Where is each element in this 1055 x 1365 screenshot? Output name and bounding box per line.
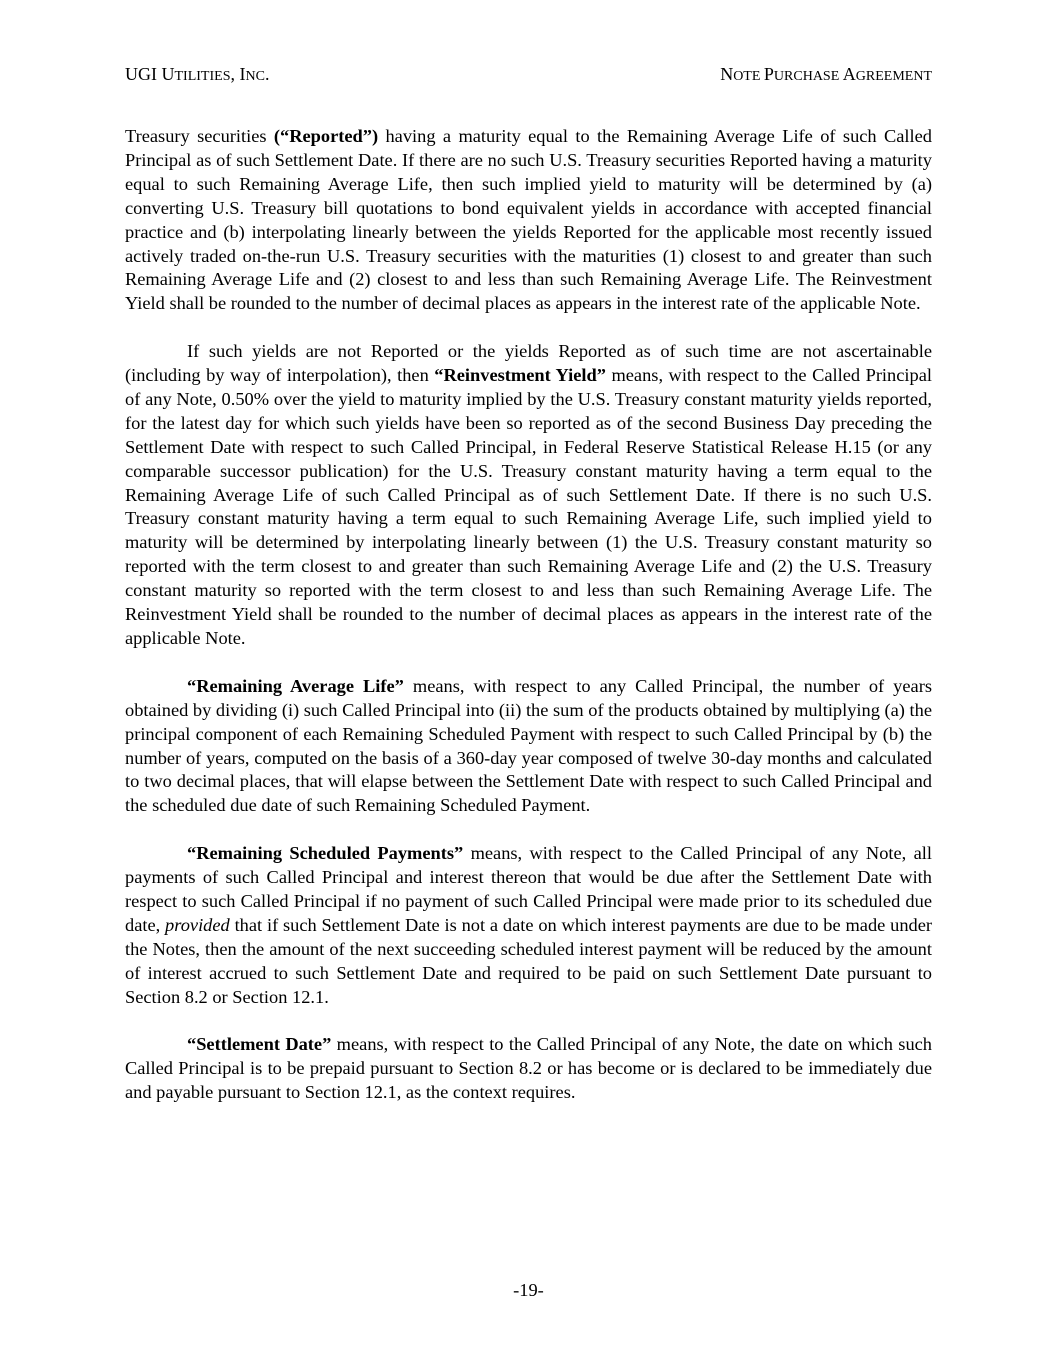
paragraph-treasury-securities — [125, 125, 932, 316]
paragraph-remaining-scheduled-payments — [125, 842, 932, 1009]
header-right-smallcaps-2: URCHASE — [773, 69, 843, 84]
header-left-main: UGI U — [125, 64, 175, 84]
defined-term-reported: (“Reported”) — [273, 126, 379, 146]
paragraph-text: means, with respect to the Called Principal of any Note, all payments of such Called Principal and interest thereon that would be due after the Settlement Date with respect to such Called Principal if no payment of such Called Principal were made prior to its scheduled due date, — [125, 843, 932, 935]
paragraph-text: having a maturity equal to the Remaining Average Life of such Called Principal as of such Settlement Date. If there are no such U.S. Treasury securities Reported having a maturity equal to such Remaining Average Life, then such implied yield to maturity will be determined by (a) converting U.S. Treasury bill quotations to bond equivalent yields in accordance with accepted financial practice and (b) interpolating linearly between the yields Reported for the applicable most recently issued actively traded on-the-run U.S. Treasury securities with the maturities (1) closest to and greater than such Remaining Average Life and (2) closest to and less than such Remaining Average Life. The Reinvestment Yield shall be rounded to the number of decimal places as appears in the interest rate of the applicable Note. — [125, 126, 932, 314]
header-right-smallcaps-1: OTE — [733, 69, 764, 84]
defined-term-reinvestment-yield: “Reinvestment Yield” — [434, 365, 606, 386]
header-left-mid: , I — [230, 64, 246, 84]
paragraph-reinvestment-yield — [125, 340, 932, 651]
header-right-cap-p: P — [763, 64, 774, 84]
paragraph-remaining-average-life — [125, 675, 932, 818]
header-document-title — [720, 64, 932, 85]
header-company-name — [125, 64, 269, 85]
header-left-end: . — [264, 64, 270, 84]
paragraph-text: means, with respect to any Called Principal, the number of years obtained by dividing (i) such Called Principal into (ii) the sum of the products obtained by multiplying (a) the principal component of each Remaining Scheduled Payment with respect to such Called Principal by (b) the number of years, computed on the basis of a 360-day year composed of twelve 30-day months and calculated to two decimal places, that will elapse between the Settlement Date with respect to such Called Principal and the scheduled due date of such Remaining Scheduled Payment. — [125, 675, 932, 816]
header-left-smallcaps-2: NC — [245, 69, 265, 84]
paragraph-text: If such yields are not Reported or the yields Reported as of such time are not ascertainable (including by way of interpolation), then — [125, 341, 932, 386]
italic-provided: provided — [165, 914, 230, 935]
defined-term-settlement-date: “Settlement Date” — [187, 1034, 332, 1055]
paragraph-text: means, with respect to the Called Principal of any Note, the date on which such Called Principal is to be prepaid pursuant to Section 8.2 or has become or is declared to be immediately due and payable pursuant to Section 12.1, as the context requires. — [125, 1034, 932, 1103]
document-page — [125, 0, 932, 1365]
paragraph-text: means, with respect to the Called Principal of any Note, 0.50% over the yield to maturity implied by the U.S. Treasury constant maturity yields reported, for the latest day for which such yields have been so reported as of the second Business Day preceding the Settlement Date with respect to such Called Principal, in Federal Reserve Statistical Release H.15 (or any comparable successor publication) for the U.S. Treasury constant maturity having a term equal to the Remaining Average Life of such Called Principal as of such Settlement Date. If there is no such U.S. Treasury constant maturity having a term equal to such Remaining Average Life, such implied yield to maturity will be determined by interpolating linearly between (1) the U.S. Treasury constant maturity so reported with the term closest to and greater than such Remaining Average Life and (2) the U.S. Treasury constant maturity so reported with the term closest to and less than such Remaining Average Life. The Reinvestment Yield shall be rounded to the number of decimal places as appears in the interest rate of the applicable Note. — [125, 365, 932, 649]
paragraph-text: Treasury securities — [125, 126, 274, 146]
header-right-cap-n: N — [720, 64, 734, 84]
paragraph-settlement-date — [125, 1033, 932, 1105]
defined-term-remaining-scheduled-payments: “Remaining Scheduled Payments” — [187, 843, 464, 864]
document-body — [125, 125, 932, 1129]
paragraph-text: that if such Settlement Date is not a date on which interest payments are due to be made under the Notes, then the amount of the next succeeding scheduled interest payment will be reduced by the amount of interest accrued to such Settlement Date and required to be paid on such Settlement Date pursuant to Section 8.2 or Section 12.1. — [125, 914, 932, 1007]
page-header — [125, 64, 932, 88]
header-right-cap-a: A — [842, 64, 856, 84]
header-right-smallcaps-3: GREEMENT — [855, 69, 932, 84]
page-number: -19- — [513, 1280, 544, 1300]
defined-term-remaining-average-life: “Remaining Average Life” — [187, 675, 404, 696]
header-left-smallcaps-1: TILITIES — [174, 69, 231, 84]
